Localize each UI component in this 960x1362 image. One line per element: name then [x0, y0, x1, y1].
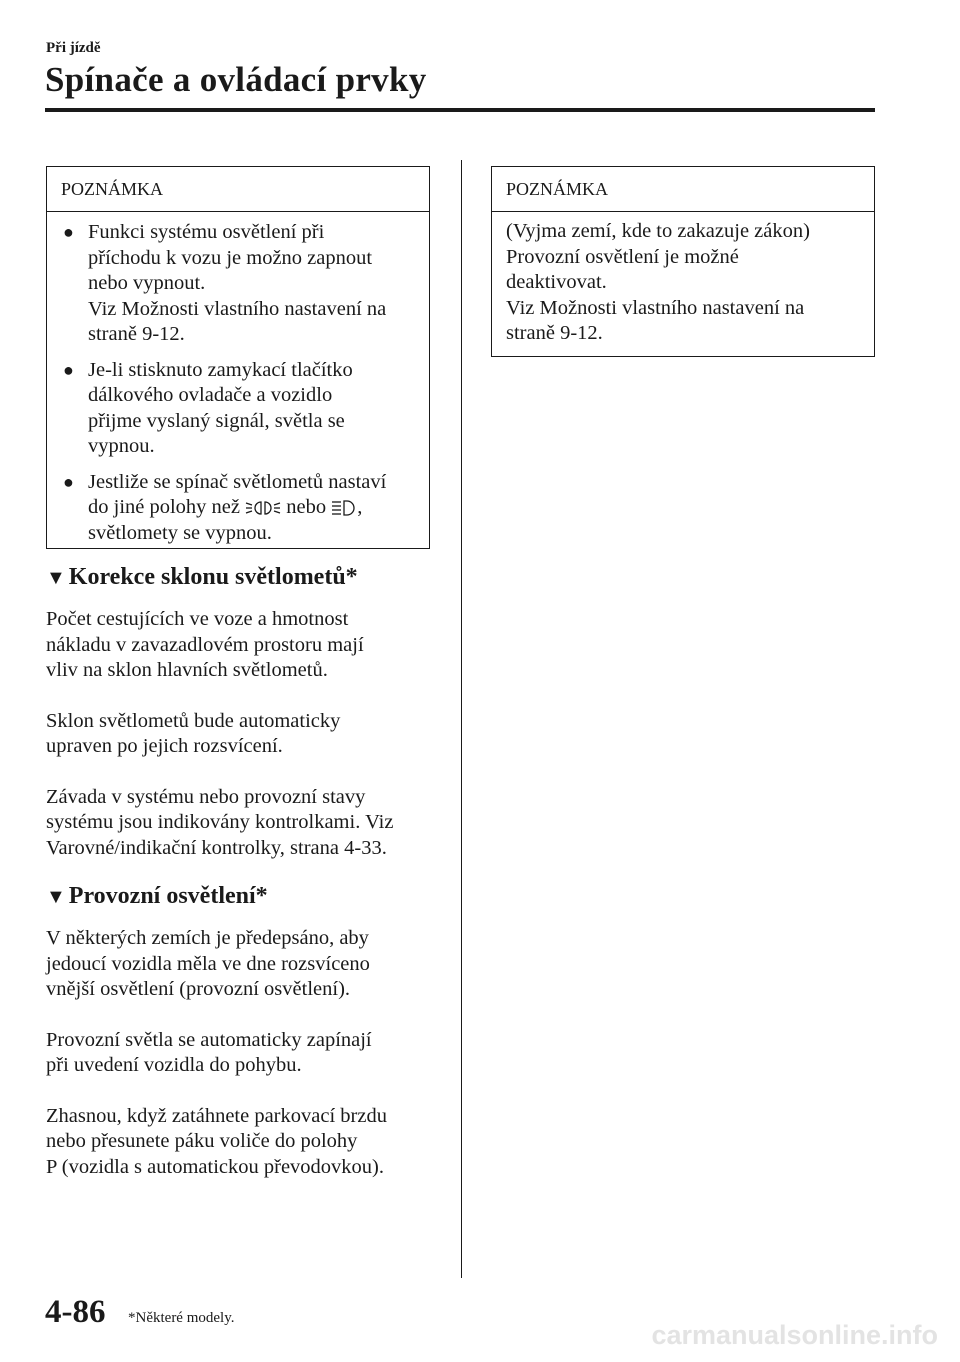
note-heading: POZNÁMKA [492, 167, 874, 212]
paragraph: Závada v systému nebo provozní stavy systému jsou indikovány kontrolkami. Viz Varovné/indikační kontrolky, strana 4-33. [46, 785, 394, 859]
page-title: Spínače a ovládací prvky [45, 60, 427, 99]
triangle-marker-icon: ▼ [46, 886, 66, 908]
paragraph: Provozní světla se automaticky zapínají při uvedení vozidla do pohybu. [46, 1028, 372, 1076]
section-heading-daytime-running-lights: ▼ Provozní osvětlení* [46, 883, 268, 909]
paragraph: Zhasnou, když zatáhnete parkovací brzdu nebo přesunete páku voliče do polohy P (vozidla s automatickou převodovkou). [46, 1104, 387, 1178]
column-divider [461, 160, 462, 1278]
paragraph: V některých zemích je předepsáno, aby jedoucí vozidla měla ve dne rozsvíceno vnější osvětlení (provozní osvětlení). [46, 927, 370, 1000]
note-body [47, 212, 429, 546]
bullet-icon: ● [63, 359, 74, 380]
note-body: (Vyjma zemí, kde to zakazuje zákon) Provozní osvětlení je možné deaktivovat. Viz Možnosti vlastního nastavení na straně 9-12. [506, 220, 810, 344]
footnote: *Některé modely. [128, 1310, 235, 1326]
list-item: ● Funkci systému osvětlení při příchodu k vozu je možno zapnout nebo vypnout. Viz Možnosti vlastního nastavení na straně 9-12. [63, 221, 387, 345]
parking-light-icon [245, 499, 281, 517]
list-item: ● Je-li stisknuto zamykací tlačítko dálkového ovladače a vozidlo přijme vyslaný signál, světla se vypnou. [63, 358, 353, 457]
bullet-icon: ● [63, 222, 74, 242]
list-item: ● Jestliže se spínač světlometů nastaví do jiné polohy než nebo , světlomety se vypnou. [63, 470, 387, 544]
bullet-icon: ● [63, 471, 74, 492]
note-heading: POZNÁMKA [47, 167, 429, 212]
headlight-icon [331, 499, 357, 517]
triangle-marker-icon: ▼ [46, 567, 66, 589]
paragraph: Sklon světlometů bude automaticky upraven po jejich rozsvícení. [46, 709, 341, 757]
title-rule [45, 108, 875, 112]
section-label: Při jízdě [46, 40, 101, 56]
note-box-right [491, 166, 875, 357]
main-text-column [46, 562, 446, 1205]
page-number: 4-86 [45, 1294, 106, 1330]
watermark: carmanualsonline.info [651, 1320, 938, 1350]
note-list [61, 220, 415, 546]
note-box-left [46, 166, 430, 549]
paragraph: Počet cestujících ve voze a hmotnost nákladu v zavazadlovém prostoru mají vliv na sklon hlavních světlometů. [46, 608, 364, 681]
section-heading-headlight-leveling: ▼ Korekce sklonu světlometů* [46, 564, 358, 590]
